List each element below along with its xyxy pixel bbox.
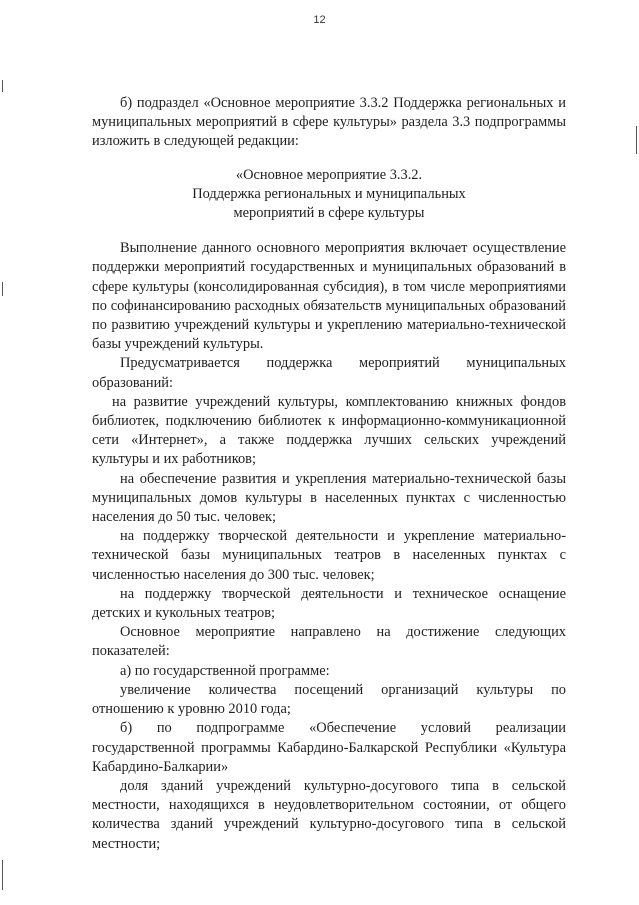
paragraph-6: на поддержку творческой деятельности и техническое оснащение детских и кукольных театров; [92,585,566,622]
edge-mark-2 [2,282,3,296]
heading-line-1: «Основное мероприятие 3.3.2. [235,166,423,183]
section-heading [92,166,566,224]
paragraph-4: на обеспечение развития и укрепления материально-технической базы муниципальных домов культуры в населенных пунктах с численностью населения до 50 тыс. человек; [92,470,566,526]
edge-mark-right [636,126,637,154]
page-number: 12 [313,14,326,26]
heading-line-2: Поддержка региональных и муниципальных [192,185,466,202]
paragraph-2: Предусматривается поддержка мероприятий муниципальных образований: [92,355,566,391]
paragraph-8: а) по государственной программе: [120,662,330,679]
intro-paragraph: б) подраздел «Основное мероприятие 3.3.2 Поддержка региональных и муниципальных мероприятий в сфере культуры» раздела 3.3 подпрограммы изложить в следующей редакции: [92,95,566,150]
paragraph-3: на развитие учреждений культуры, комплектованию книжных фондов библиотек, подключению библиотек к информационно-коммуникационной сети «Интернет», а также поддержка лучших сельских учреждений культуры и их работников; [92,393,566,468]
paragraph-10: б) по подпрограмме «Обеспечение условий реализации государственной программы Кабардино-Балкарской Республики «Культура Кабардино-Балкарии» [92,720,566,775]
paragraph-7: Основное мероприятие направлено на достижение следующих показателей: [92,624,566,660]
heading-line-3: мероприятий в сфере культуры [233,205,425,222]
document-body [92,94,566,854]
edge-mark-1 [2,80,3,92]
paragraph-11: доля зданий учреждений культурно-досугового типа в сельской местности, находящихся в неудовлетворительном состоянии, от общего количества зданий учреждений культурно-досугового типа в сельской местности; [92,777,566,852]
edge-mark-3 [2,860,3,890]
paragraph-9: увеличение количества посещений организаций культуры по отношению к уровню 2010 года; [92,681,566,718]
paragraph-5: на поддержку творческой деятельности и укрепление материально-технической базы муниципальных театров в населенных пунктах с численностью населения до 300 тыс. человек; [92,528,566,583]
paragraph-1: Выполнение данного основного мероприятия включает осуществление поддержки мероприятий государственных и муниципальных образований в сфере культуры (консолидированная субсидия), в том числе мероприятиями по софинансированию расходных обязательств муниципальных образований по развитию учреждений культуры и укреплению материально-технической базы учреждений культуры. [92,240,566,353]
